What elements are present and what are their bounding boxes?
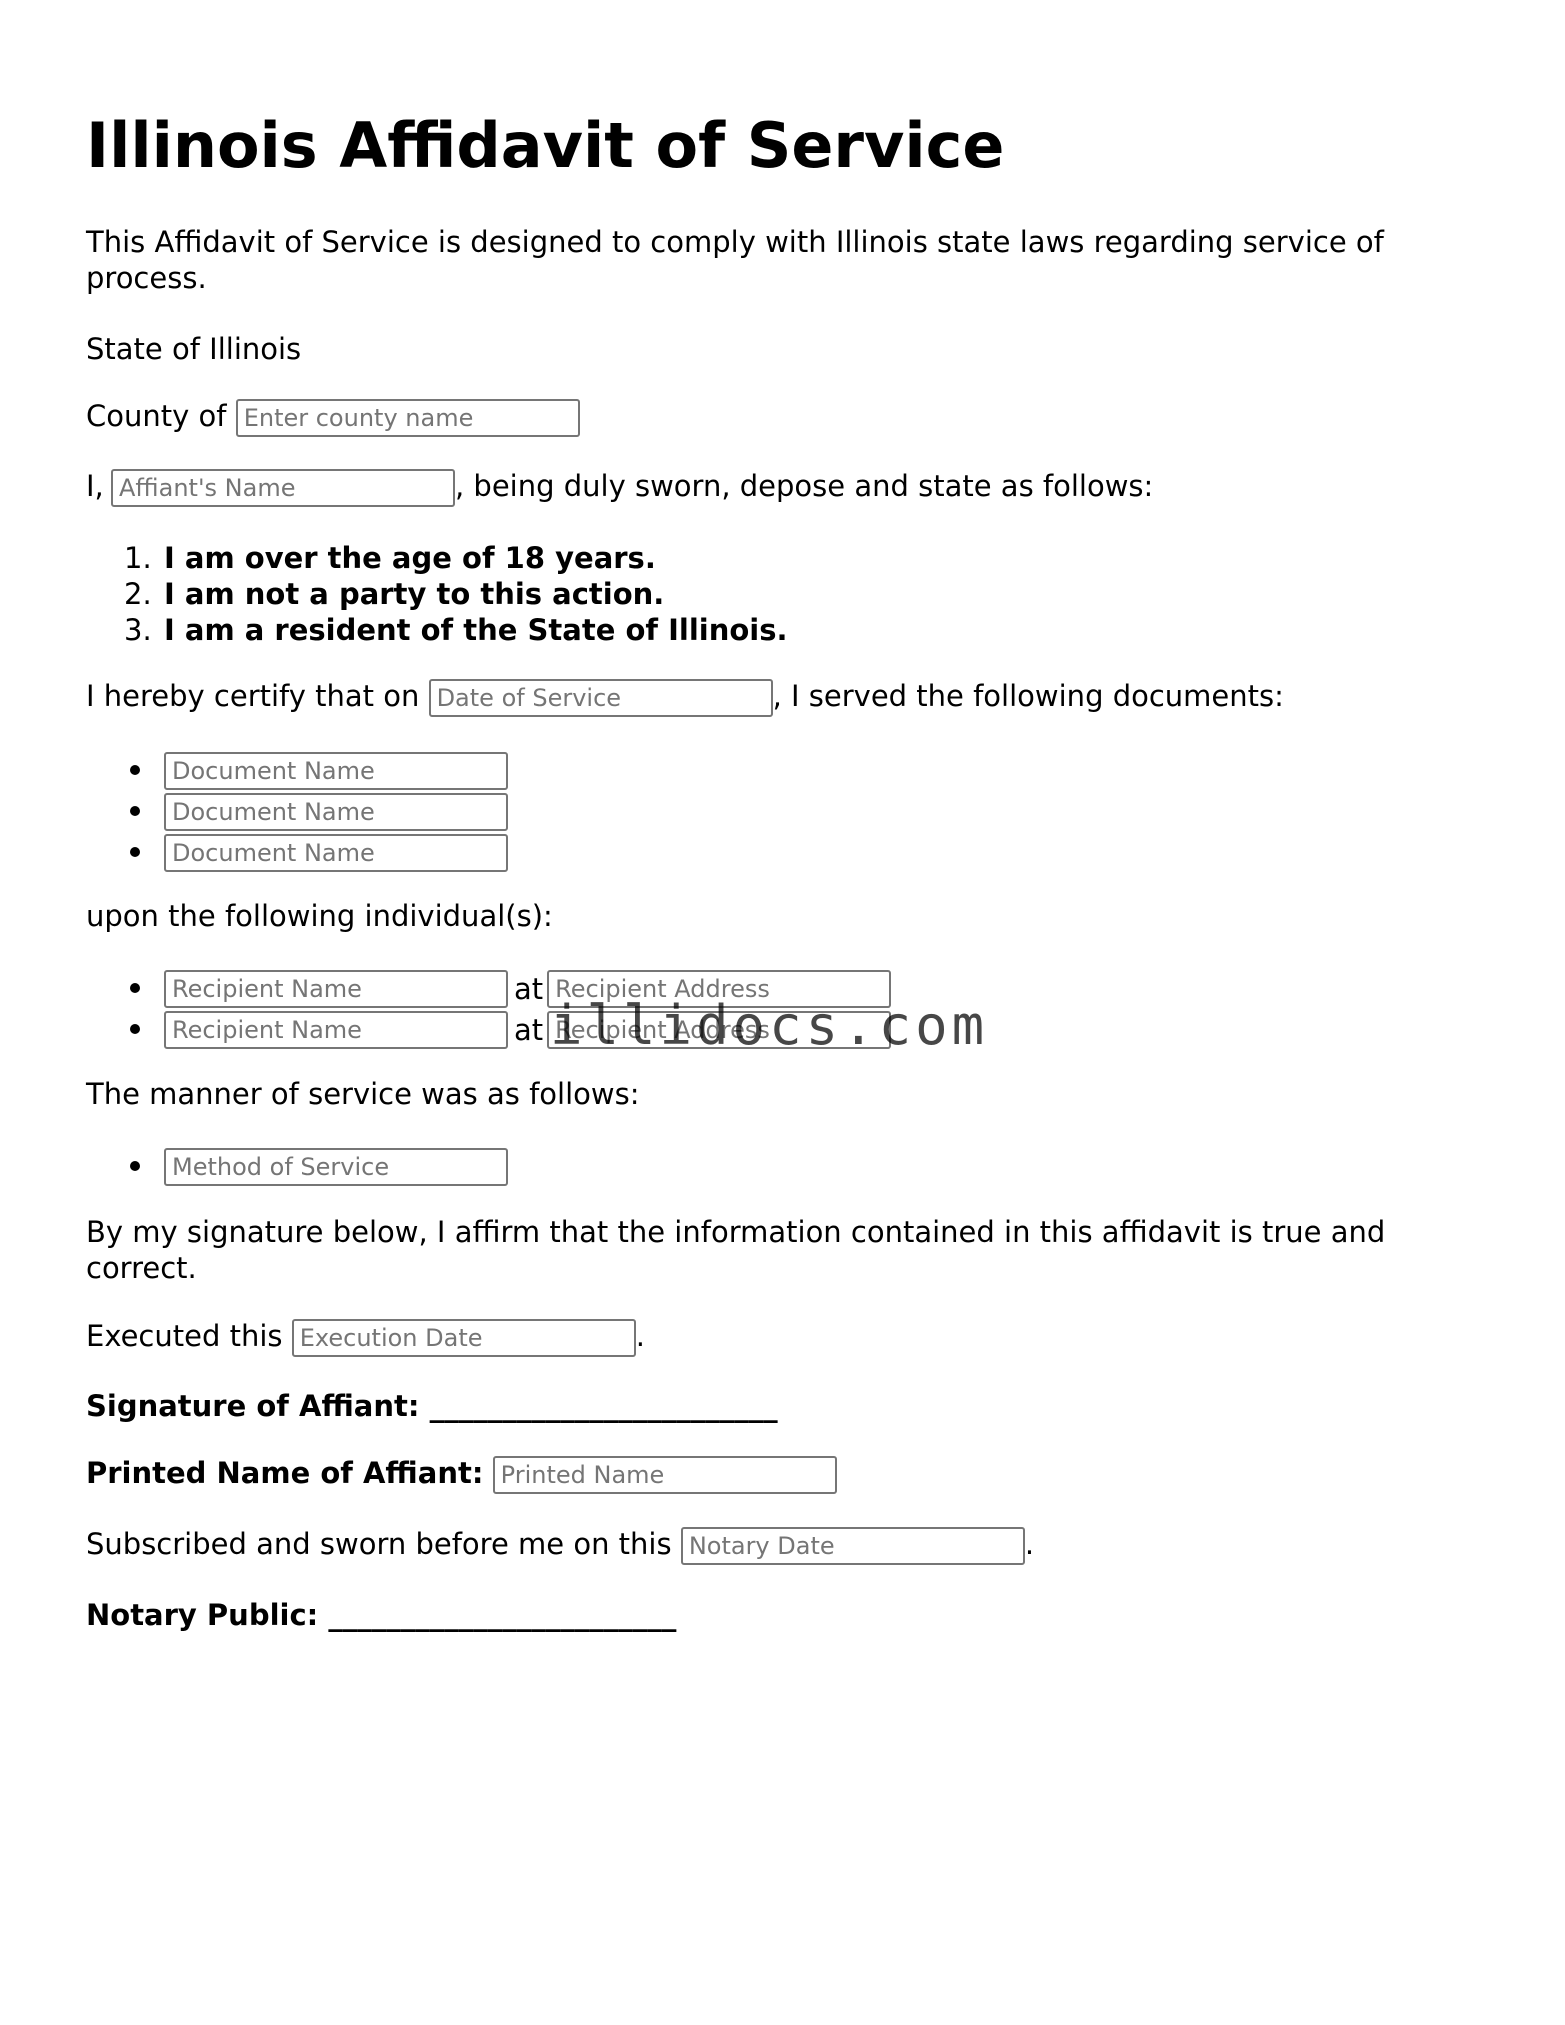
execution-date-input[interactable] (292, 1319, 636, 1357)
list-item (86, 1145, 508, 1186)
notary-row (86, 1597, 676, 1633)
printed-name-row (86, 1455, 837, 1494)
recipient-name-input[interactable] (164, 1011, 508, 1049)
executed-suffix: . (635, 1319, 645, 1353)
list-item (86, 831, 508, 872)
county-label: County of (86, 399, 227, 433)
list-item (86, 790, 508, 831)
bullet-icon (130, 765, 140, 775)
method-list (86, 1145, 508, 1186)
printed-name-label: Printed Name of Affiant: (86, 1456, 484, 1490)
statement-text: I am over the age of 18 years. (164, 541, 656, 575)
statement-number: 1. (124, 541, 152, 575)
watermark: illidocs.com (550, 994, 989, 1057)
document-name-input[interactable] (164, 793, 508, 831)
executed-row (86, 1318, 645, 1357)
certify-suffix: , I served the following documents: (772, 679, 1284, 713)
notary-label: Notary Public: (86, 1598, 319, 1632)
document-name-input[interactable] (164, 834, 508, 872)
page-title: Illinois Affidavit of Service (86, 109, 1005, 182)
subscribed-row (86, 1526, 1034, 1565)
document-name-input[interactable] (164, 752, 508, 790)
signature-row (86, 1388, 778, 1424)
affirm-paragraph: By my signature below, I affirm that the information contained in this affidavit is true and correct. (86, 1215, 1386, 1285)
statement-list (86, 540, 788, 648)
intro-paragraph: This Affidavit of Service is designed to comply with Illinois state laws regarding service of process. (86, 225, 1384, 295)
executed-prefix: Executed this (86, 1319, 283, 1353)
bullet-icon (130, 983, 140, 993)
notary-date-input[interactable] (681, 1527, 1025, 1565)
signature-label: Signature of Affiant: (86, 1389, 420, 1423)
list-item (86, 540, 788, 576)
bullet-icon (130, 1161, 140, 1171)
subscribed-prefix: Subscribed and sworn before me on this (86, 1527, 672, 1561)
affiant-name-input[interactable] (111, 469, 455, 507)
county-input[interactable] (236, 399, 580, 437)
list-item (86, 967, 891, 1008)
certify-prefix: I hereby certify that on (86, 679, 420, 713)
at-label: at (514, 972, 544, 1006)
statement-text: I am a resident of the State of Illinois. (164, 613, 788, 647)
bullet-icon (130, 806, 140, 816)
recipient-address-input[interactable] (547, 970, 891, 1008)
method-of-service-input[interactable] (164, 1148, 508, 1186)
recipient-list (86, 967, 891, 1049)
signature-line: ________________________ (429, 1389, 778, 1423)
at-label: at (514, 1013, 544, 1047)
bullet-icon (130, 1024, 140, 1034)
notary-line: ________________________ (328, 1598, 677, 1632)
recipient-address-input[interactable] (547, 1011, 891, 1049)
recipient-name-input[interactable] (164, 970, 508, 1008)
subscribed-suffix: . (1024, 1527, 1035, 1561)
manner-label: The manner of service was as follows: (86, 1077, 640, 1111)
statement-number: 3. (124, 613, 152, 647)
affiant-suffix: , being duly sworn, depose and state as follows: (455, 469, 1154, 503)
state-line: State of Illinois (86, 332, 302, 366)
affiant-row (86, 468, 1153, 507)
document-list (86, 749, 508, 872)
printed-name-input[interactable] (493, 1456, 837, 1494)
county-row (86, 398, 580, 437)
statement-text: I am not a party to this action. (164, 577, 665, 611)
bullet-icon (130, 847, 140, 857)
certify-row (86, 678, 1284, 717)
individuals-label: upon the following individual(s): (86, 899, 553, 933)
list-item (86, 576, 788, 612)
date-of-service-input[interactable] (429, 679, 773, 717)
statement-number: 2. (124, 577, 152, 611)
list-item (86, 612, 788, 648)
list-item (86, 1008, 891, 1049)
affiant-prefix: I, (86, 469, 104, 503)
list-item (86, 749, 508, 790)
